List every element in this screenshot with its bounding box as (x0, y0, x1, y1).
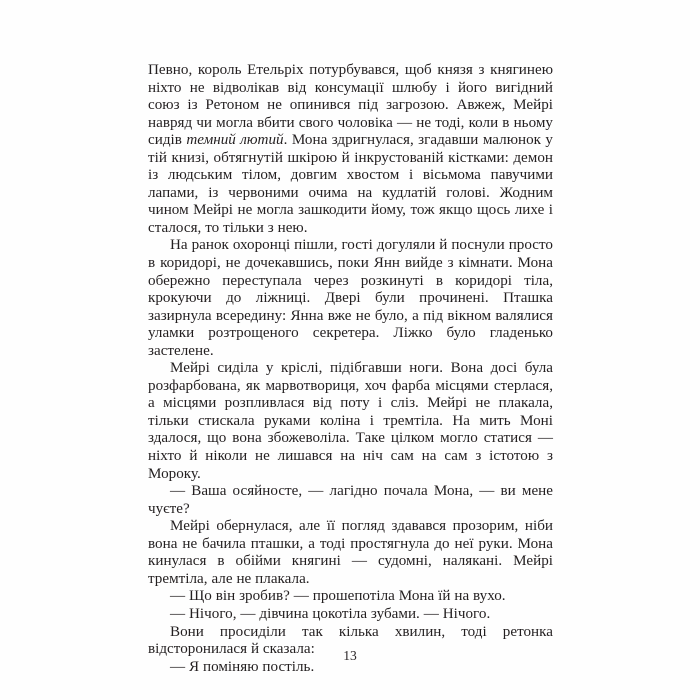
page-number: 13 (343, 648, 357, 663)
dialogue-paragraph: — Я поміняю постіль. (170, 658, 315, 675)
emphasized-phrase: темний лютий (186, 132, 284, 149)
paragraph: На ранок охоронці пішли, гості догуляли й поснули просто в коридорі, не дочекавшись, поки Янн вийде з кімнати. Мона обережно переступала через розкинуті в коридорі тіла, крокуючи до ліжниці. Двері були прочинені. Пташка зазирнула всередину: Янна вже не було, а під вікном валялися уламки розтрощеного секретера. Ліжко було гладенько застелене. (148, 237, 553, 359)
page-text-block (148, 62, 553, 676)
paragraph: Мейрі сиділа у кріслі, підібгавши ноги. Вона досі була розфарбована, як марвотвориця, хоч фарба місцями стерлася, а місцями розпливлася від поту і сліз. Мейрі не плакала, тільки стискала руками коліна і тремтіла. На мить Моні здалося, що вона збожеволіла. Таке цілком могло статися — ніхто й ніколи не лишався на ніч сам на сам з істотою з Мороку. (148, 360, 553, 482)
paragraph-text-segment: Певно, король Етельріх потурбувався, щоб князя з княгинею ніхто не відволікав від консумації шлюбу і його вигідний союз із Ретоном не опинився під загрозою. Авжеж, Мейрі навряд чи могла вбити свого чоловіка — не тоді, коли в ньому сидів (148, 62, 553, 149)
dialogue-paragraph: — Нічого, — дівчина цокотіла зубами. — Нічого. (170, 605, 491, 622)
dialogue-paragraph: — Що він зробив? — прошепотіла Мона їй на вухо. (170, 588, 506, 605)
paragraph-text-segment: . Мона здригнулася, згадавши малюнок у тій книзі, обтягнутій шкірою й інкрустованій кістками: демон із людським тілом, довгим хвостом і вісьмома павучими лапами, із червоними очима на кудлатій голові. Жодним чином Мейрі не могла зашкодити йому, тож якщо щось лихе і сталося, то тільки з нею. (148, 132, 553, 236)
paragraph (148, 62, 553, 237)
paragraph: Вони просиділи так кілька хвилин, тоді ретонка відсторонилася й сказала: (148, 623, 553, 658)
paragraph: Мейрі обернулася, але її погляд здавався прозорим, ніби вона не бачила пташки, а тоді простягнула до неї руки. Мона кинулася в обійми княгині — судомні, налякані. Мейрі тремтіла, але не плакала. (148, 518, 553, 587)
dialogue-paragraph: — Ваша осяйносте, — лагідно почала Мона, — ви мене чуєте? (148, 483, 553, 517)
